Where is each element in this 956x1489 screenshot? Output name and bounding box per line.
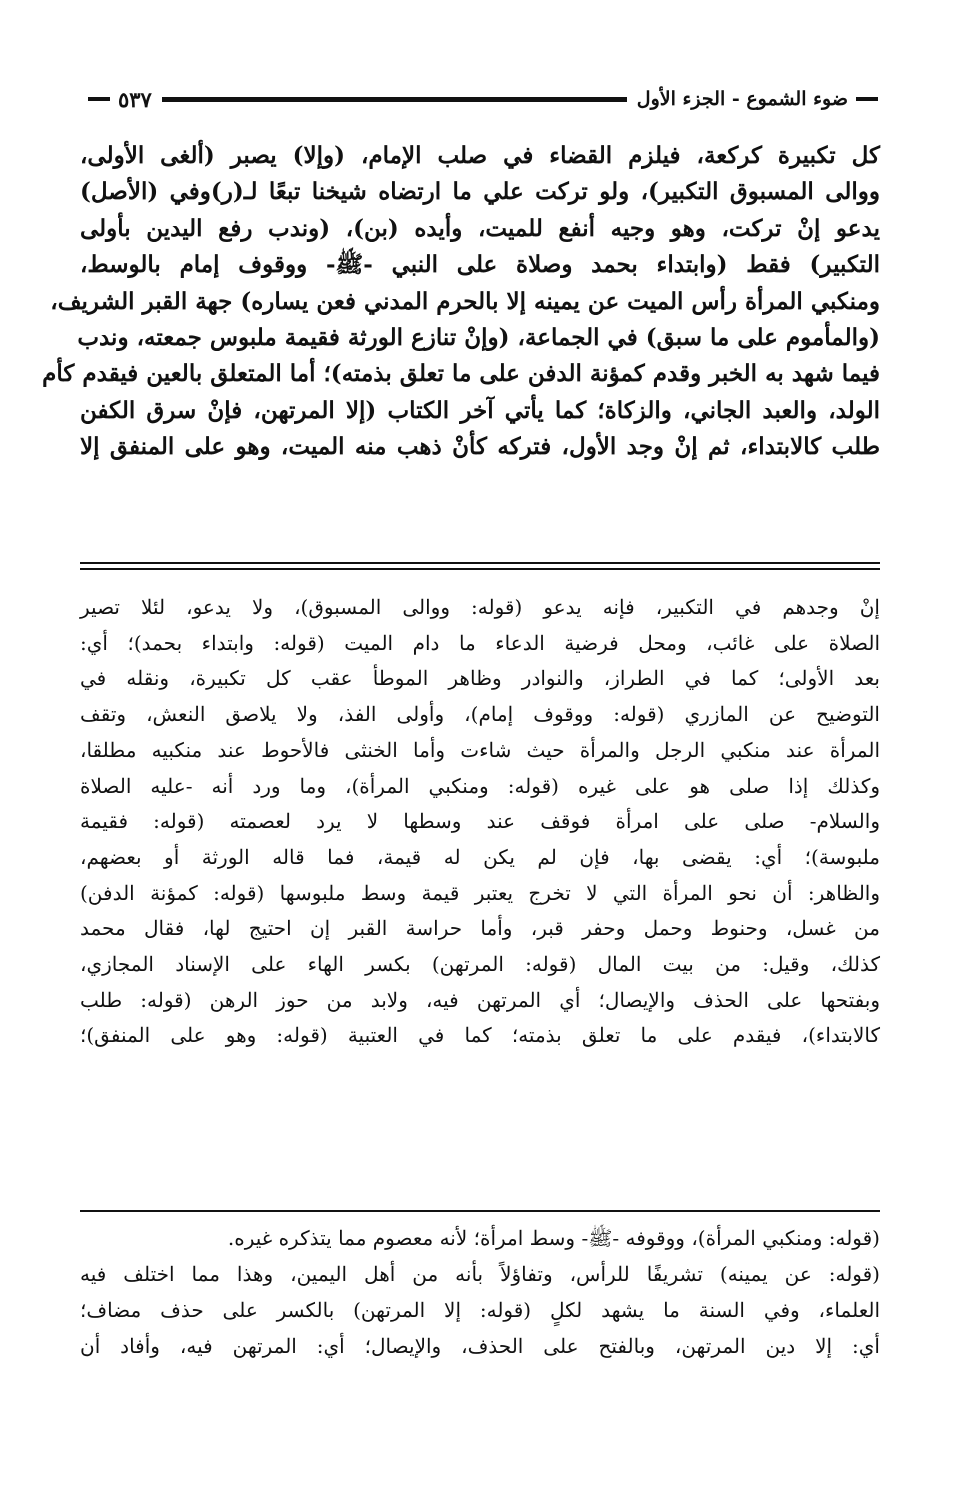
commentary-line: الصلاة على غائب، ومحل فرضية الدعاء ما دام الميت (قوله: وابتداء بحمد)؛ أي: <box>80 630 880 655</box>
commentary-line: وبفتحها على الحذف والإيصال؛ أي المرتهن فيه، ولابد من حوز الرهن (قوله: طلب <box>80 987 880 1012</box>
commentary-line: والسلام- صلى على امرأة فوقف عند وسطها لا يرد لعصمته (قوله: فقيمة <box>80 809 880 834</box>
footnote-divider <box>80 1210 880 1212</box>
commentary-line: كذلك، وقيل: من بيت المال (قوله: المرتهن) بكسر الهاء على الإسناد المجازي، <box>80 952 880 977</box>
footnote-line: أي: إلا دين المرتهن، وبالفتح على الحذف، والإيصال؛ أي: المرتهن فيه، وأفاد أن <box>80 1334 880 1358</box>
header-dash-right <box>856 97 878 101</box>
footnote-line: (قوله: ومنكبي المرأة)، ووقوفه -ﷺ- وسط امرأة؛ لأنه معصوم مما يتذكره غيره. <box>227 1226 880 1250</box>
commentary-text <box>80 590 880 1054</box>
commentary-line: إنْ وجدهم في التكبير، فإنه يدعو (قوله: ووالى المسبوق)، ولا يدعو، لئلا تصير <box>80 595 880 619</box>
main-line: التكبير) فقط (وابتداء بحمد وصلاة على النبي -ﷺ- ووقوف إمام بالوسط، <box>80 251 880 279</box>
main-line: الولد، والعبد الجاني، والزكاة؛ كما يأتي آخر الكتاب (إلا المرتهن، فإنْ سرق الكفن <box>80 396 880 424</box>
commentary-line: والظاهر: أن نحو المرأة التي لا تخرج يعتبر قيمة وسط ملبوسها (قوله: كمؤنة الدفن) <box>80 880 880 905</box>
main-line: يدعو إنْ تركت، وهو وجيه أنفع للميت، وأيده (بن)، (وندب رفع اليدين بأولى <box>80 214 880 242</box>
main-line: ووالى المسبوق التكبير)، ولو تركت علي ما ارتضاه شيخنا تبعًا لـ(ر)وفي (الأصل) <box>80 178 880 206</box>
commentary-line: التوضيح عن المازري (قوله: ووقوف إمام)، وأولى الفذ، ولا يلاصق النعش، وتقف <box>80 702 880 727</box>
page-number: ٥٣٧ <box>118 86 152 112</box>
main-line: كل تكبيرة كركعة، فيلزم القضاء في صلب الإمام، (وإلا) يصبر (ألغى الأولى، <box>80 142 880 169</box>
header-title: ضوء الشموع - الجزء الأول <box>636 88 848 110</box>
main-line: طلب كالابتداء، ثم إنْ وجد الأول، فتركه كأنْ ذهب منه الميت، وهو على المنفق إلا <box>80 433 880 461</box>
section-divider-bottom <box>80 568 880 570</box>
main-line: ومنكبي المرأة رأس الميت عن يمينه إلا بالحرم المدني فعن يساره) جهة القبر الشريف، <box>50 287 880 315</box>
main-line: (والمأموم على ما سبق) في الجماعة، (وإنْ تنازع الورثة فقيمة ملبوس جمعته، وندب <box>77 324 880 352</box>
footnote-line: العلماء، وفي السنة ما يشهد لكلٍ (قوله: إلا المرتهن) بالكسر على حذف مضاف؛ <box>80 1298 880 1322</box>
commentary-line: المرأة عند منكبي الرجل والمرأة حيث شاءت وأما الخنثى فالأحوط عند منكبيه مطلقا، <box>80 737 880 762</box>
footnote-text <box>80 1220 880 1364</box>
running-header <box>88 82 878 116</box>
header-rule <box>162 97 627 102</box>
commentary-line: وكذلك إذا صلى هو على غيره (قوله: ومنكبي المرأة)، وما ورد أنه -عليه الصلاة <box>80 773 880 798</box>
commentary-line: بعد الأولى؛ كما في الطراز، والنوادر وظاهر الموطأ عقب كل تكبيرة، ونقله في <box>80 666 880 691</box>
commentary-line: ملبوسة)؛ أي: يقضى بها، فإن لم يكن له قيمة، فما قاله الورثة أو بعضهم، <box>80 844 880 869</box>
main-line: فيما شهد به الخبر وقدم كمؤنة الدفن على ما تعلق بذمته)؛ أما المتعلق بالعين فيقدم كأم <box>42 360 880 388</box>
section-divider-top <box>80 562 880 564</box>
footnote-line: (قوله: عن يمينه) تشريفًا للرأس، وتفاؤلاً بأنه من أهل اليمين، وهذا مما اختلف فيه <box>80 1262 880 1286</box>
main-text <box>42 138 880 466</box>
commentary-line: من غسل، وحنوط وحمل وحفر قبر، وأما حراسة القبر إن احتيج لها، فقال محمد <box>80 916 880 941</box>
commentary-line: كالابتداء)، فيقدم على ما تعلق بذمته؛ كما في العتبية (قوله: وهو على المنفق)؛ <box>80 1023 880 1048</box>
header-dash-left <box>88 97 110 101</box>
